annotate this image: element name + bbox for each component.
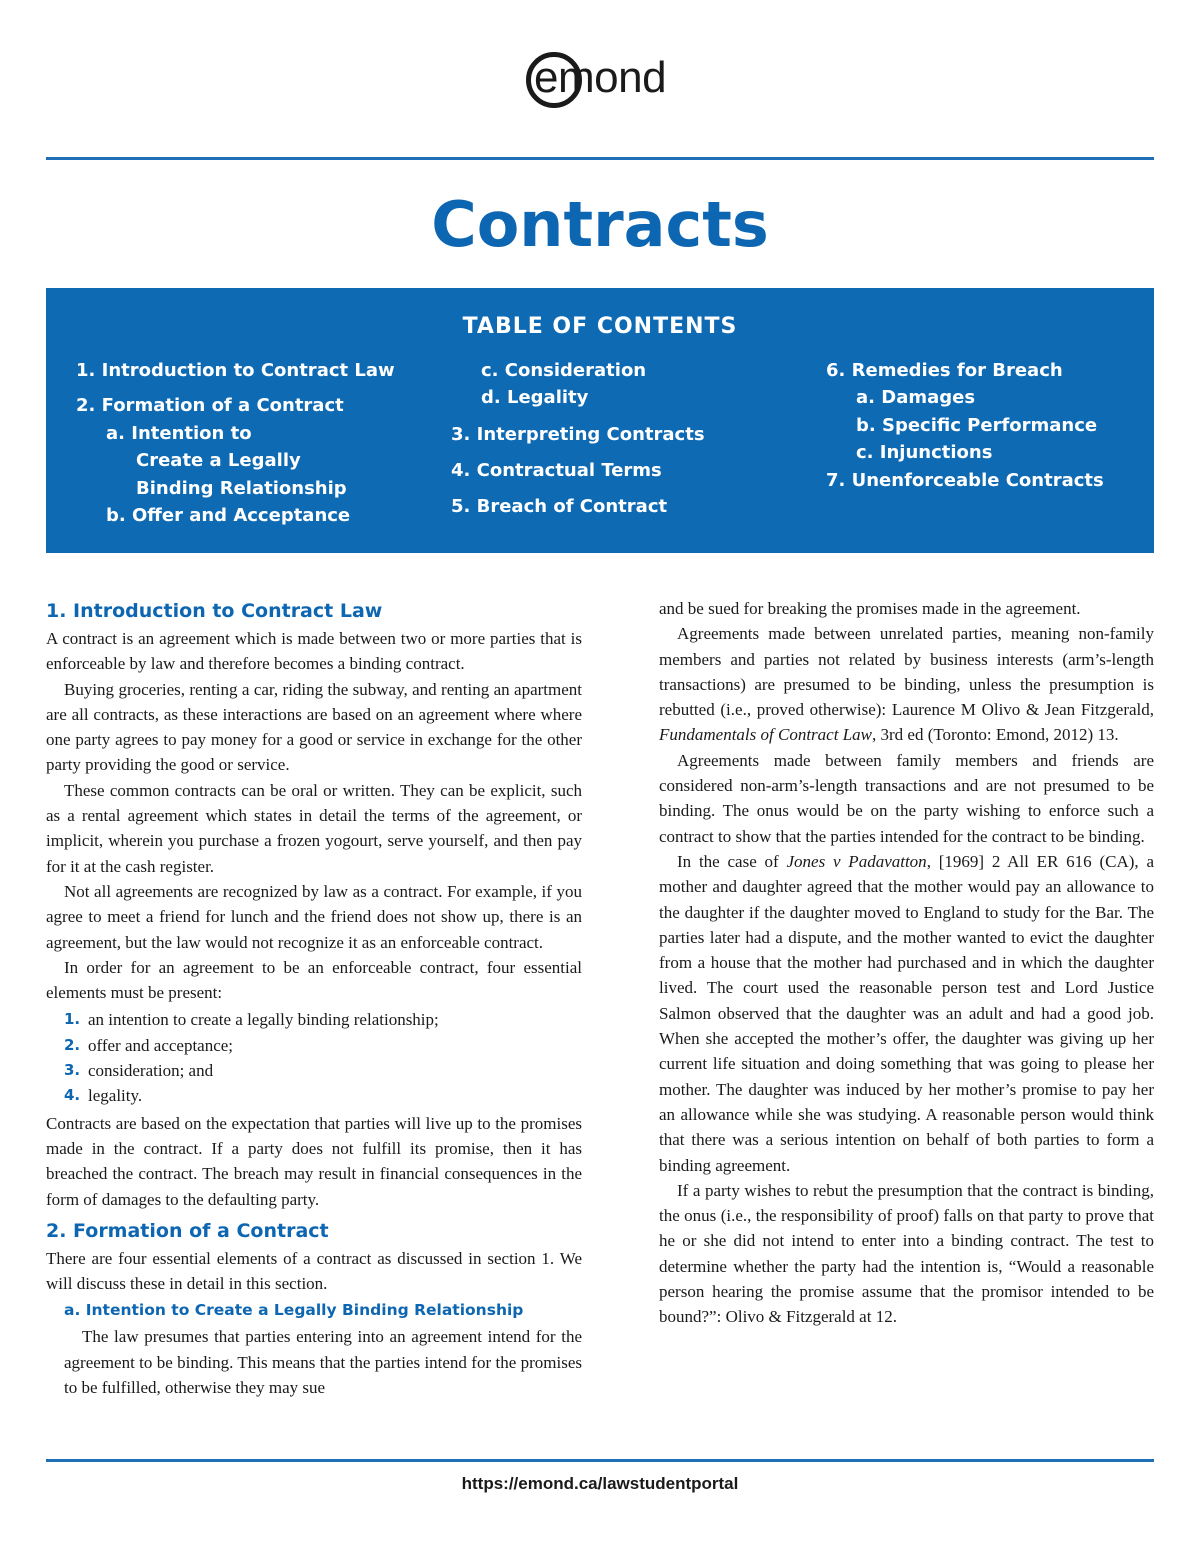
paragraph: and be sued for breaking the promises made in the agreement. [659, 599, 1081, 618]
text-run: , [1969] 2 All ER 616 (CA), a mother and daughter agreed that the mother would pay an allowance to the daughter if the daughter moved to England to study for the Bar. The parties later had a dispute, and the mother wanted to evict the daughter from a house that the mother had purchased and in which the daughter lived. The court used the reasonable person test and Lord Justice Salmon observed that the daughter was an adult and had a good job. When she accepted the mother’s offer, the daughter was giving up her current life situation and doing something that was going to please her mother. The daughter was induced by her mother’s promise to pay her an allowance while she was studying. A reasonable person would think that there was a serious intention on behalf of both parties to form a binding agreement. [659, 851, 1154, 1175]
list-text: an intention to create a legally binding relationship; [88, 1010, 439, 1030]
paragraph: If a party wishes to rebut the presumption that the contract is binding, the onus (i.e., the responsibility of proof) falls on that party to prove that he or she did not intend to enter into a binding contract. The test to determine whether the party had the intention is, “Would a reasonable person hearing the promise assume that the promisor intended to be bound?”: Olivo & Fitzgerald at 12. [659, 1180, 1154, 1327]
text-run: In the case of [677, 851, 787, 871]
bottom-divider [46, 1459, 1154, 1462]
section-heading-intro: 1. Introduction to Contract Law [46, 600, 383, 622]
list-text: consideration; and [88, 1061, 214, 1081]
list-item [64, 1007, 582, 1032]
toc-item[interactable]: 1. Introduction to Contract Law [76, 360, 395, 381]
toc-item[interactable]: d. Legality [481, 387, 589, 408]
text-run: , 3rd ed (Toronto: Emond, 2012) 13. [871, 725, 1119, 745]
paragraph: In order for an agreement to be an enforceable contract, four essential elements must be present: [46, 957, 582, 1003]
toc-item[interactable]: a. Damages [856, 387, 976, 408]
toc-item[interactable]: b. Offer and Acceptance [106, 505, 351, 526]
toc-item[interactable]: 5. Breach of Contract [451, 496, 668, 517]
top-divider [46, 157, 1154, 160]
paragraph: A contract is an agreement which is made between two or more parties that is enforceable by law and therefore becomes a binding contract. [46, 629, 582, 674]
logo-text: emond [534, 53, 667, 102]
page-title: Contracts [431, 188, 769, 261]
toc-heading: TABLE OF CONTENTS [462, 314, 738, 339]
toc-item[interactable]: 4. Contractual Terms [451, 460, 662, 481]
footer-link[interactable]: https://emond.ca/lawstudentportal [461, 1474, 739, 1493]
text-run: Agreements made between unrelated parties, meaning non-family members and parties not related by business interests (arm’s-length transactions) are presumed to be binding, unless the presumption is rebutted (i.e., proved otherwise): Laurence M Olivo & Jean Fitzgerald, [659, 624, 1154, 720]
paragraph [659, 621, 1154, 747]
paragraph: Not all agreements are recognized by law as a contract. For example, if you agree to meet a friend for lunch and the friend does not show up, there is an agreement, but the law would not recognize it as an enforceable contract. [46, 881, 582, 952]
list-number: 3. [64, 1061, 81, 1080]
toc-item[interactable]: c. Consideration [481, 360, 647, 381]
toc-item[interactable]: 3. Interpreting Contracts [451, 424, 705, 445]
toc-item[interactable]: 6. Remedies for Breach [826, 360, 1063, 381]
toc-item[interactable]: Create a Legally [136, 450, 301, 471]
table-of-contents [46, 288, 1154, 553]
list-item [64, 1058, 582, 1083]
paragraph: Contracts are based on the expectation that parties will live up to the promises made in the contract. If a party does not fulfill its promise, then it has breached the contract. The breach may result in financial consequences in the form of damages to the defaulting party. [46, 1113, 582, 1209]
paragraph: There are four essential elements of a contract as discussed in section 1. We will discuss these in detail in this section. [46, 1248, 582, 1294]
toc-item[interactable]: 2. Formation of a Contract [76, 395, 344, 416]
paragraph: These common contracts can be oral or written. They can be explicit, such as a rental agreement which states in detail the terms of the agreement, or implicit, wherein you purchase a frozen yogourt, serve yourself, and then pay for it at the cash register. [46, 780, 582, 876]
toc-item[interactable]: b. Specific Performance [856, 415, 1098, 436]
list-item [64, 1033, 582, 1058]
list-text: offer and acceptance; [88, 1035, 234, 1055]
list-item [64, 1083, 582, 1108]
right-column [659, 596, 1154, 1330]
list-text: legality. [88, 1086, 143, 1106]
toc-item[interactable]: a. Intention to [106, 423, 252, 444]
paragraph: Agreements made between family members and friends are considered non-arm’s-length transactions and are not presumed to be binding. The onus would be on the party wishing to enforce such a contract to show that the parties intended for the contract to be binding. [659, 750, 1154, 846]
paragraph: The law presumes that parties entering into an agreement intend for the agreement to be binding. This means that the parties intend for the promises to be fulfilled, otherwise they may sue [64, 1327, 582, 1398]
essential-elements-list [64, 1007, 582, 1108]
toc-item[interactable]: Binding Relationship [136, 478, 347, 499]
list-number: 1. [64, 1010, 81, 1029]
paragraph [659, 849, 1154, 1178]
list-number: 4. [64, 1086, 81, 1105]
case-name: Jones v Padavatton [786, 851, 927, 871]
subsection-heading-intention: a. Intention to Create a Legally Binding Relationship [64, 1301, 524, 1320]
toc-item[interactable]: 7. Unenforceable Contracts [826, 470, 1104, 491]
paragraph: Buying groceries, renting a car, riding the subway, and renting an apartment are all contracts, as these interactions are based on an agreement where where one party agrees to pay money for a good or service in exchange for the other party providing the good or service. [46, 679, 582, 775]
list-number: 2. [64, 1035, 81, 1054]
left-column [46, 596, 582, 1400]
book-title: Fundamentals of Contract Law [659, 725, 872, 745]
toc-item[interactable]: c. Injunctions [856, 442, 993, 463]
section-heading-formation: 2. Formation of a Contract [46, 1219, 329, 1242]
emond-logo [0, 52, 1200, 132]
